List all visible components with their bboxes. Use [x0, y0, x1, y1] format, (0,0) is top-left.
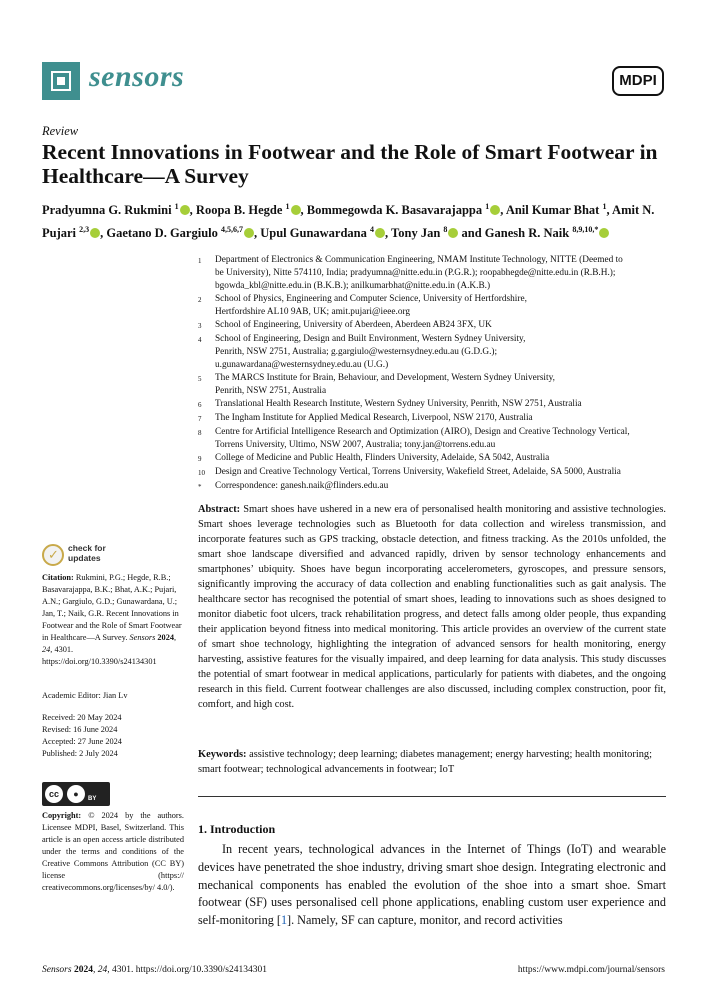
- author-affiliation-sup: 1: [485, 202, 490, 211]
- abstract-label: Abstract:: [198, 504, 241, 515]
- reference-link[interactable]: 1: [280, 913, 288, 928]
- introduction-paragraph: [198, 841, 666, 930]
- affiliation-text: Correspondence: ganesh.naik@flinders.edu.au: [215, 481, 389, 491]
- article-title: Recent Innovations in Footwear and the Role of Smart Footwear in Healthcare—A Survey: [42, 140, 658, 188]
- chip-icon: [51, 71, 71, 91]
- mdpi-logo[interactable]: [612, 66, 664, 96]
- affiliation-item: [198, 480, 666, 494]
- author-affiliation-sup: 8,9,10,*: [572, 225, 599, 235]
- orcid-icon[interactable]: [90, 228, 100, 238]
- author-name[interactable]: Anil Kumar Bhat $^1$: [505, 202, 607, 218]
- dates-block: [42, 712, 184, 760]
- cc-by-license-badge[interactable]: [42, 782, 110, 806]
- affiliations: [198, 254, 666, 494]
- keywords-label: Keywords:: [198, 749, 247, 760]
- affiliation-number: 4: [198, 336, 202, 344]
- affiliation-text: Department of Electronics & Communication Engineering, NMAM Institute Technology, NITTE (Deemed to be University), Nitte 574110, India; pradyumna@nitte.edu.in (P.G.R.); roopabhegde@nitte.edu.in (R.B.H.); bgowda_kbl@nitte.edu.in (B.K.B.); anilkumarbhat@nitte.edu.in (A.K.B.): [215, 255, 623, 291]
- intro-text-part1: In recent years, technological advances in the Internet of Things (IoT) and wearable devices have penetrated the shoe industry, driving smart shoe design. Integrating electronic and mechanical components has enabled the evolution of the shoe into a smart shoe. Smart footwear (SF) uses personalised cell phone applications, enabling custom user experience and self-monitoring [: [198, 842, 666, 928]
- author-affiliation-sup: 4: [370, 225, 375, 235]
- affiliation-number: 10: [198, 469, 205, 477]
- orcid-icon[interactable]: [375, 228, 385, 238]
- mdpi-logo-text: MDPI: [619, 72, 657, 89]
- cc-icon: cc: [45, 785, 63, 803]
- article-type: Review: [42, 124, 79, 138]
- footer-year: 2024: [73, 965, 93, 975]
- affiliation-number: 7: [198, 415, 202, 423]
- author-name[interactable]: Tony Jan $^8$: [391, 226, 458, 240]
- published-date: Published: 2 July 2024: [42, 749, 118, 758]
- citation-journal: Sensors: [129, 633, 156, 642]
- footer-volume: 24: [97, 965, 108, 975]
- affiliation-text: Translational Health Research Institute, Western Sydney University, Penrith, NSW 2751, Australia: [215, 399, 582, 409]
- citation-text: Rukmini, P.G.; Hegde, R.B.; Basavarajappa, B.K.; Bhat, A.K.; Pujari, A.N.; Gargiulo, G.D.; Gunawardana, U.; Jan, T.; Naik, G.R. Recent Innovations in Footwear and the Role of Smart Footwear in Healthcare—A Survey.: [42, 573, 182, 642]
- received-date: Received: 20 May 2024: [42, 713, 122, 722]
- section-divider: [198, 796, 666, 797]
- affiliation-item: [198, 466, 666, 480]
- affiliation-number: 9: [198, 455, 202, 463]
- affiliation-number: 1: [198, 257, 202, 265]
- affiliation-number: 5: [198, 375, 202, 383]
- abstract-text: Smart shoes have ushered in a new era of personalised health monitoring and assistive technologies. Smart shoes leverage technologies such as Bluetooth for data collection and wireless transmission, and incorporate features such as GPS tracking, obstacle detection, and fitness tracking. As the 2010s unfolded, the smart shoe landscape diversified and advanced rapidly, driven by sensor technology enhancements and smartphones’ ubiquity. Shoes have begun incorporating accelerometers, gyroscopes, and pressure sensors, significantly improving the accuracy of data collection and enabling functionalities such as gait analysis. The healthcare sector has recognised the potential of smart shoes, leading to innovations such as shoes designed to monitor diabetic foot ulcers, track rehabilitation progress, and detect falls among older people, thus expanding their application beyond fitness into medical monitoring. This article provides an overview of the current state of smart shoe technology, highlighting the integration of advanced sensors for health monitoring, energy harvesting, assistive features for the visually impaired, and deep learning for data analysis. This study discusses the potential of smart footwear in medical applications, particularly for patients with diabetes, and the ongoing research in this field. Current footwear challenges are also discussed, including complex construction, poor fit, comfort, and high cost.: [198, 504, 666, 710]
- author-affiliation-sup: 2,3: [79, 225, 90, 235]
- affiliation-item: [198, 254, 666, 293]
- affiliation-item: [198, 372, 666, 398]
- author-affiliation-sup: 1: [602, 202, 607, 211]
- check-updates-line2: updates: [68, 553, 101, 563]
- affiliation-item: [198, 426, 666, 452]
- orcid-icon[interactable]: [244, 228, 254, 238]
- affiliation-text: School of Physics, Engineering and Computer Science, University of Hertfordshire, Hertfordshire AL10 9AB, UK; amit.pujari@ieee.org: [215, 294, 527, 317]
- author-name[interactable]: Ganesh R. Naik $^{8,9,10,*}$: [485, 226, 610, 240]
- citation-year: 2024: [157, 633, 174, 642]
- footer-journal-url[interactable]: https://www.mdpi.com/journal/sensors: [517, 965, 665, 975]
- accepted-date: Accepted: 27 June 2024: [42, 737, 122, 746]
- citation-pages: , 4301.: [50, 645, 74, 654]
- citation-volume: 24: [42, 645, 51, 654]
- affiliation-item: [198, 319, 666, 333]
- orcid-icon[interactable]: [599, 228, 609, 238]
- intro-text-part2: ]. Namely, SF can capture, monitor, and record activities: [287, 913, 563, 928]
- copyright-block: [42, 810, 184, 894]
- footer-journal: Sensors: [42, 965, 72, 975]
- citation-block: Citation: Rukmini, P.G.; Hegde, R.B.; Basavarajappa, B.K.; Bhat, A.K.; Pujari, A.N.; Gargiulo, G.D.; Gunawardana, U.; Jan, T.; Naik, G.R. Recent Innovations in Footwear and the Role of Smart Footwear in Healthcare—A Survey. Sensors 2024, 24, 4301. https://doi.org/10.3390/s24134301: [42, 573, 182, 666]
- copyright-label: Copyright:: [42, 811, 82, 820]
- affiliation-text: The Ingham Institute for Applied Medical Research, Liverpool, NSW 2170, Australia: [215, 413, 533, 423]
- orcid-icon[interactable]: [180, 205, 190, 215]
- affiliation-number: 6: [198, 401, 202, 409]
- author-name[interactable]: Pradyumna G. Rukmini $^1$: [42, 203, 190, 217]
- author-affiliation-sup: 1: [285, 202, 290, 211]
- affiliation-item: [198, 452, 666, 466]
- orcid-icon[interactable]: [490, 205, 500, 215]
- author-name[interactable]: Upul Gunawardana $^4$: [260, 226, 385, 240]
- affiliation-item: [198, 293, 666, 319]
- affiliation-number: 2: [198, 296, 202, 304]
- footer-citation: Sensors 2024, 24, 4301. https://doi.org/10.3390/s24134301: [42, 965, 267, 975]
- affiliation-text: Centre for Artificial Intelligence Research and Optimization (AIRO), Design and Creative Technology Vertical, Torrens University, Ultimo, NSW 2007, Australia; tony.jan@torrens.edu.au: [215, 427, 630, 450]
- affiliation-number: *: [198, 483, 202, 491]
- author-name[interactable]: Amit N. Pujari $^{2,3}$: [42, 203, 655, 241]
- affiliation-text: The MARCS Institute for Brain, Behaviour, and Development, Western Sydney University, Penrith, NSW 2751, Australia: [215, 373, 555, 396]
- abstract: [198, 502, 666, 712]
- journal-logo-icon: [42, 62, 80, 100]
- orcid-icon[interactable]: [291, 205, 301, 215]
- keywords-text: assistive technology; deep learning; diabetes management; energy harvesting; health monitoring; smart footwear; technological advancements in footwear; IoT: [198, 749, 653, 775]
- check-for-updates-button[interactable]: [42, 542, 152, 568]
- author-list: Pradyumna G. Rukmini $^1$ , Roopa B. Hegde $^1$ , Bommegowda K. Basavarajappa $^1$ , Anil Kumar Bhat $^1$, Amit N. Pujari $^{2,3}$ , Gaetano D. Gargiulo $^{4,5,6,7}$ , Upul Gunawardana $^4$ , Tony Jan $^8$ and Ganesh R. Naik $^{8,9,10,*}$: [42, 202, 655, 241]
- check-updates-label: [68, 543, 106, 563]
- affiliation-number: 3: [198, 322, 202, 330]
- section-heading-introduction: 1. Introduction: [198, 822, 276, 836]
- author-name[interactable]: Gaetano D. Gargiulo $^{4,5,6,7}$: [106, 226, 254, 240]
- check-updates-line1: check for: [68, 543, 106, 553]
- affiliation-number: 8: [198, 429, 202, 437]
- affiliation-text: School of Engineering, University of Aberdeen, Aberdeen AB24 3FX, UK: [215, 320, 492, 330]
- revised-date: Revised: 16 June 2024: [42, 725, 118, 734]
- academic-editor: Academic Editor: Jian Lv: [42, 691, 128, 700]
- check-updates-icon: [42, 544, 64, 566]
- copyright-text: © 2024 by the authors. Licensee MDPI, Basel, Switzerland. This article is an open access article distributed under the terms and conditions of the Creative Commons Attribution (CC BY) license (https:// creativecommons.org/licenses/by/ 4.0/).: [42, 811, 184, 892]
- person-icon: ●: [67, 785, 85, 803]
- author-affiliation-sup: 8: [443, 225, 448, 235]
- author-affiliation-sup: 1: [174, 202, 179, 211]
- author-affiliation-sup: 4,5,6,7: [221, 225, 243, 235]
- affiliation-text: Design and Creative Technology Vertical, Torrens University, Wakefield Street, Adelaide, SA 5000, Australia: [215, 467, 621, 477]
- orcid-icon[interactable]: [448, 228, 458, 238]
- footer-doi[interactable]: , 4301. https://doi.org/10.3390/s24134301: [107, 965, 267, 975]
- author-name[interactable]: Roopa B. Hegde $^1$: [196, 203, 301, 217]
- affiliation-item: [198, 412, 666, 426]
- affiliation-item: [198, 398, 666, 412]
- journal-name[interactable]: sensors: [89, 60, 185, 93]
- affiliation-text: College of Medicine and Public Health, Flinders University, Adelaide, SA 5042, Australia: [215, 453, 550, 463]
- citation-label: Citation:: [42, 573, 74, 582]
- by-label: BY: [88, 796, 97, 802]
- citation-doi[interactable]: https://doi.org/10.3390/s24134301: [42, 657, 157, 666]
- keywords: [198, 747, 666, 777]
- affiliation-text: School of Engineering, Design and Built Environment, Western Sydney University, Penrith, NSW 2751, Australia; g.gargiulo@westernsydney.edu.au (G.D.G.); u.gunawardana@westernsydney.edu.au (U.G.): [215, 334, 526, 370]
- affiliation-item: [198, 333, 666, 372]
- author-name[interactable]: Bommegowda K. Basavarajappa $^1$: [307, 203, 500, 217]
